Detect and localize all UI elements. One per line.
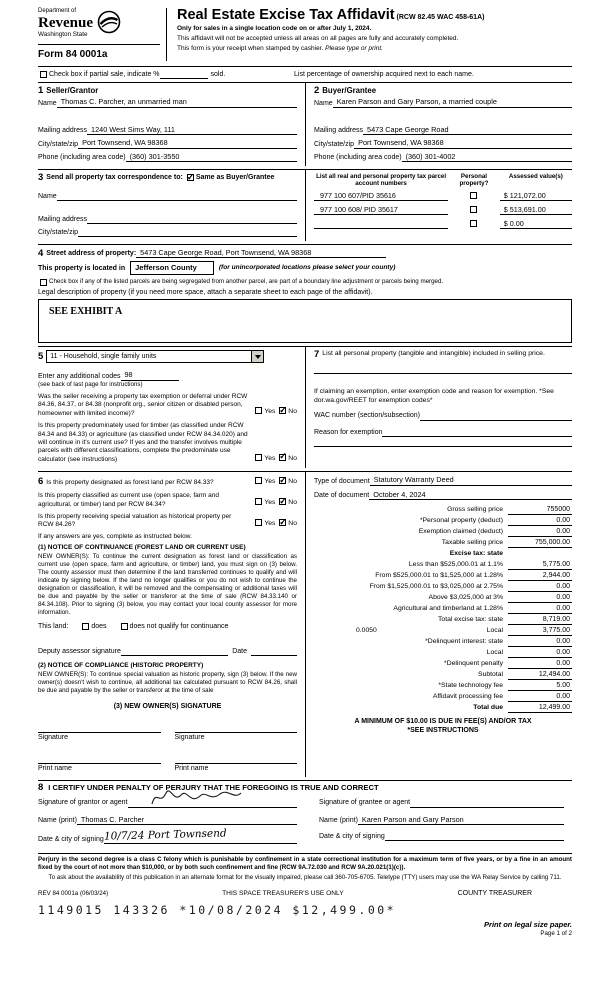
technology-fee-value[interactable]: 5.00 [508,681,572,691]
dor-logo-icon [97,10,121,37]
alternate-format-note: To ask about the availability of this publication in an alternate format for the visually impaired, please call 360-705-6705. Teletype (TTY) users may use the WA Relay Service by calling 711. [48,873,562,881]
tier1-value[interactable]: 5,775.00 [508,560,572,570]
exemption-no-checkbox[interactable] [279,407,286,414]
tax-computation-block [305,472,572,777]
land-classification-block [38,472,305,777]
assessed-value[interactable]: $ 121,072.00 [500,191,572,201]
grantor-certification [38,795,305,847]
wac-number-field[interactable] [420,413,572,421]
forest-no-checkbox[interactable] [279,477,286,484]
form-header [38,8,572,63]
new-owner-signature-field-1[interactable] [38,725,161,733]
legal-size-note: Print on legal size paper. [484,920,572,930]
current-use-yes-checkbox[interactable] [255,498,262,505]
grantor-date-label: Date & city of signing [38,835,104,843]
technology-fee-row: *State technology fee 5.00 [438,682,570,690]
wac-number-label: WAC number (section/subsection) [314,412,420,420]
county-note: (for unincorporated locations please select your county) [218,263,396,271]
seller-title: Seller/Grantor [46,86,99,96]
certification-section [38,781,572,847]
correspondence-city-field[interactable] [78,229,297,237]
timber-no-checkbox[interactable] [279,454,286,461]
agricultural-value[interactable]: 0.00 [508,604,572,614]
additional-codes-label: Enter any additional codes [38,372,121,380]
personal-property-checkbox[interactable] [470,220,477,227]
grantor-name-value[interactable]: Thomas C. Parcher [77,815,297,825]
correspondence-label: Send all property tax correspondence to: [46,174,183,182]
assessed-value[interactable]: $ 513,691.00 [500,205,572,215]
buyer-phone-value[interactable]: (360) 301-4002 [402,152,572,162]
grantor-date-field[interactable] [103,827,297,844]
forest-land-question: 6 Is this property designated as forest land per RCW 84.33? Yes ✓ No [38,477,297,488]
section-5-number: 5 [38,351,44,363]
current-use-no-checkbox[interactable] [279,498,286,505]
signature-label-2: Signature [174,734,205,742]
property-location-section [38,245,572,343]
section-3-number: 3 [38,172,44,184]
partial-sale-percent-field[interactable] [160,71,208,79]
grantor-signature-label: Signature of grantor or agent [38,799,128,807]
legal-description-box[interactable] [38,299,572,343]
see-instructions-note: *SEE INSTRUCTIONS [407,727,479,735]
doc-type-label: Type of document [314,477,370,485]
buyer-grantee-block [305,83,572,166]
treasurer-stamp: 1149015 143326 *10/08/2024 $12,499.00* [38,903,397,918]
certify-statement: I CERTIFY UNDER PENALTY OF PERJURY THAT THE FOREGOING IS TRUE AND CORRECT [48,783,379,793]
assessed-value-column-header: Assessed value(s) [508,173,563,181]
chevron-down-icon[interactable] [251,351,263,362]
signature-label-1: Signature [38,734,68,742]
total-due-row: Total due 12,499.00 [473,704,570,712]
parcel-table [305,170,572,241]
personal-property-checkbox[interactable] [470,192,477,199]
rev-number: REV 84 0001a (06/03/24) [38,889,109,897]
agency-block [38,8,166,61]
grantee-date-label: Date & city of signing [319,833,385,841]
additional-codes-note: (see back of last page for instructions) [38,380,143,388]
perjury-statement: Perjury in the second degree is a class C felony which is punishable by confinement in a state correctional institution for a maximum term of five years, or by a fine in an amount fixed by the court of not more than $10,000, or by both such confinement and fine (RCW 9A.72.030 and RCW 9A.20.021(1)(c)). [38,855,572,871]
doc-type-value[interactable]: Statutory Warranty Deed [370,475,572,485]
land-use-code-block [38,347,305,468]
seller-city-value[interactable]: Port Townsend, WA 98368 [78,138,297,148]
grantee-name-value[interactable]: Karen Parson and Gary Parson [358,815,564,825]
agency-state: Washington State [38,30,88,38]
land-classification-and-tax [38,472,572,777]
seller-city-label: City/state/zip [38,140,79,148]
local-rate-value[interactable]: 0.0050 [356,627,377,635]
exemption-yes-checkbox[interactable] [255,407,262,414]
header-note-3: This form is your receipt when stamped by cashier. Please type or print. [177,44,383,52]
new-owner-signature-field-2[interactable] [175,725,298,733]
seller-mailing-label: Mailing address [38,127,88,135]
delinquent-interest-local-row: Local 0.00 [486,649,570,657]
same-as-buyer-checkbox[interactable] [187,174,194,181]
doc-date-label: Date of document [314,492,370,500]
parcel-number-value[interactable]: 977 100 607/PID 35616 [314,191,448,201]
local-tax-value[interactable]: 3,775.00 [508,626,572,636]
gross-selling-price-row: Gross selling price 755000 [447,506,570,514]
grantee-certification [305,795,572,847]
historic-yes-checkbox[interactable] [255,519,262,526]
subtotal-value[interactable]: 12,494.00 [508,670,572,680]
legal-description-label: Legal description of property (if you need more space, attach a separate sheet to each page of the affidavit). [38,289,373,297]
page-indicator: Page 1 of 2 [540,930,572,938]
tier2-row: From $525,000.01 to $1,525,000 at 1.28% 2,944.00 [375,572,570,580]
partial-sale-row [38,70,572,79]
gross-selling-price-value[interactable]: 755000 [508,505,572,515]
does-not-qualify-checkbox[interactable] [121,623,128,630]
correspondence-mailing-field[interactable] [87,216,297,224]
parcel-number-value[interactable] [314,228,448,229]
reason-exemption-field-2[interactable] [314,437,572,447]
minimum-due-note: A MINIMUM OF $10.00 IS DUE IN FEE(S) AND/OR TAX [354,718,532,726]
grantee-signature-label: Signature of grantee or agent [319,799,411,807]
parcel-number-value[interactable]: 977 100 608/ PID 35617 [314,205,448,215]
exemption-claimed-row: Exemption claimed (deduct) 0.00 [418,528,570,536]
does-not-label: does not qualify for continuance [129,623,229,631]
exemption-claimed-value[interactable]: 0.00 [508,527,572,537]
correspondence-section [38,170,572,241]
segregated-checkbox[interactable] [40,279,47,286]
same-as-buyer-label: Same as Buyer/Grantee [195,174,275,182]
excise-tax-state-header: Excise tax: state [449,550,503,558]
section-8-number: 8 [38,782,44,794]
correspondence-mailing-label: Mailing address [38,215,88,223]
section-6-number: 6 [38,476,44,488]
partial-sale-suffix: sold. [210,70,226,78]
historic-property-question: Is this property receiving special valuation as historical property per RCW 84.26? Yes ✓ No [38,513,297,530]
seller-grantor-block [38,83,305,166]
grantor-signature-field[interactable] [128,800,297,808]
grantor-name-label: Name (print) [38,816,77,824]
header-note-1: Only for sales in a single location code on or after July 1, 2024. [177,24,372,32]
total-excise-state-value[interactable]: 8,719.00 [508,615,572,625]
deputy-date-label: Date [232,648,247,656]
personal-property-deduct-row: *Personal property (deduct) 0.00 [419,517,570,525]
seller-mailing-value[interactable]: 1240 West Sims Way, 111 [87,125,297,135]
use-code-and-personal-property [38,347,572,468]
taxable-selling-price-row: Taxable selling price 755,000.00 [441,539,570,547]
buyer-name-value[interactable]: Karen Parson and Gary Parson, a married couple [333,97,572,107]
tier3-row: From $1,525,000.01 to $3,025,000 at 2.75% 0.00 [369,583,570,591]
tier4-value[interactable]: 0.00 [508,593,572,603]
form-title-rcw: (RCW 82.45 WAC 458-61A) [396,14,485,21]
section-2-number: 2 [314,85,320,97]
parcel-row [314,215,572,229]
subtotal-row: Subtotal 12,494.00 [478,671,570,679]
timber-yes-checkbox[interactable] [255,454,262,461]
doc-date-value[interactable]: October 4, 2024 [369,490,572,500]
historic-no-checkbox[interactable] [279,519,286,526]
seller-phone-label: Phone (including area code) [38,154,126,162]
grantee-signature-field[interactable] [410,800,564,808]
county-treasurer-label: COUNTY TREASURER [457,889,532,897]
delinquent-interest-state-value[interactable]: 0.00 [508,637,572,647]
notice-continuance-title: (1) NOTICE OF CONTINUANCE (FOREST LAND OR CURRENT USE) [38,544,246,552]
new-owners-signature-title: (3) NEW OWNER(S) SIGNATURE [113,703,222,711]
grantee-name-label: Name (print) [319,816,358,824]
grantor-date-handwriting: 10/7/24 Port Townsend [103,827,227,843]
street-address-value[interactable]: 5473 Cape George Road, Port Townsend, WA 98368 [136,248,386,258]
agency-name: Revenue [38,14,93,31]
print-name-label-2: Print name [174,765,209,773]
seller-name-value[interactable]: Thomas C. Parcher, an unmarried man [57,97,297,107]
personal-property-deduct-value[interactable]: 0.00 [508,516,572,526]
section-4-number: 4 [38,247,44,259]
land-use-code-select[interactable] [46,350,264,363]
notice-compliance-body: NEW OWNER(S): To continue special valuation as historic property, sign (3) below. If the new owner(s) doesn't wish to continue, all additional tax calculated pursuant to RCW 84.26, shall be due and payable by the seller or transferor at the time of sale [38,670,297,695]
if-yes-note: If any answers are yes, complete as instructed below. [38,532,192,540]
grantee-date-field[interactable] [385,833,564,841]
located-in-label: This property is located in [38,264,126,272]
exemption-claim-text: If claiming an exemption, enter exemption code and reason for exemption. *See dor.wa.gov/REET for exemption codes* [314,387,554,404]
delinquent-penalty-row: *Delinquent penalty 0.00 [444,660,570,668]
reason-exemption-field[interactable] [382,429,572,437]
buyer-city-value[interactable]: Port Townsend, WA 98368 [354,138,572,148]
timber-use-question: Is this property predominately used for timber (as classified under RCW 84.34 and 84.33) or agriculture (as classified under RCW 84.34.020) and will continue in it's current use? If yes and the transfer involves multiple parcels with different classifications, complete the predominate use calculator (see instructions) Yes ✓ No [38,422,297,464]
additional-codes-value[interactable]: 98 [121,370,179,380]
agricultural-row: Agricultural and timberland at 1.28% 0.00 [393,605,570,613]
buyer-city-label: City/state/zip [314,140,355,148]
form-number: Form 84 0001a [38,44,160,61]
county-select[interactable]: Jefferson County [130,261,214,275]
processing-fee-row: Affidavit processing fee 0.00 [432,693,570,701]
tier1-row: Less than $525,000.01 at 1.1% 5,775.00 [408,561,570,569]
tier2-value[interactable]: 2,944.00 [508,571,572,581]
legal-description-value: SEE EXHIBIT A [49,306,123,318]
partial-sale-checkbox[interactable] [40,71,47,78]
total-excise-state-row: Total excise tax: state 8,719.00 [438,616,570,624]
personal-property-text: List all personal property (tangible and intangible) included in selling price. [322,350,545,358]
personal-property-column-header: Personal property? [459,173,489,188]
this-land-label: This land: [38,623,69,631]
street-address-label: Street address of property: [46,250,137,258]
notice-continuance-body: NEW OWNER(S): To continue the current designation as forest land or classification as current use (open space, farm and agriculture, or timber) land, you must sign on (3) below. The county assessor must then determine if the land transferred continues to qualify and will indicate by signing below. If the land no longer qualifies or you do not wish to continue the designation or classification, it will be removed and the compensating or additional taxes will be due and payable by the seller or transferor at the time of sale (RCW 84.33.140 or 84.34.108). Prior to signing (3) below, you may contact your local county assessor for more information. [38,552,297,617]
current-use-question: Is this property classified as current use (open space, farm and agricultural, or timber) land per RCW 84.34? Yes ✓ No [38,492,297,509]
notice-compliance-title: (2) NOTICE OF COMPLIANCE (HISTORIC PROPERTY) [38,662,204,670]
print-name-label-1: Print name [38,765,72,773]
section-1-number: 1 [38,85,44,97]
buyer-title: Buyer/Grantee [322,86,377,96]
delinquent-interest-state-row: *Delinquent interest: state 0.00 [425,638,570,646]
does-label: does [91,623,107,631]
type-or-print-note: Please type or print. [325,44,383,52]
parcel-row [314,201,572,215]
personal-property-block [305,347,572,468]
buyer-name-label: Name [314,99,333,107]
delinquent-penalty-value[interactable]: 0.00 [508,659,572,669]
taxable-selling-price-value[interactable]: 755,000.00 [508,538,572,548]
seller-exemption-question: Was the seller receiving a property tax exemption or deferral under RCW 84.36, 84.37, or 84.38 (nonprofit org., senior citizen or disabled person, homeowner with limited income)? Yes ✓ No [38,393,297,418]
assessed-value[interactable]: $ 0.00 [500,219,572,229]
correspondence-name-field[interactable] [57,193,297,201]
forest-yes-checkbox[interactable] [255,477,262,484]
personal-property-checkbox[interactable] [470,206,477,213]
personal-property-list-field[interactable] [314,360,572,374]
correspondence-name-label: Name [38,192,57,200]
tax-correspondence-block [38,170,305,241]
parcel-column-header: List all real and personal property tax parcel account numbers [316,173,447,188]
seller-name-label: Name [38,99,57,107]
new-owner-print-field-2[interactable] [175,756,298,764]
partial-sale-label: Check box if partial sale, indicate % [49,70,160,78]
buyer-mailing-value[interactable]: 5473 Cape George Road [363,125,572,135]
ownership-percent-note: List percentage of ownership acquired next to each name. [294,70,474,78]
buyer-phone-label: Phone (including area code) [314,154,402,162]
footer-row [38,889,572,899]
deputy-assessor-signature-field[interactable] [121,648,228,656]
local-tax-row: 0.0050 Local 3,775.00 [314,625,572,636]
reason-exemption-label: Reason for exemption [314,428,383,436]
does-qualify-checkbox[interactable] [82,623,89,630]
grantor-signature-scribble [148,785,244,812]
tier3-value[interactable]: 0.00 [508,582,572,592]
parties-section [38,83,572,166]
section-7-number: 7 [314,349,320,361]
land-use-code-selected: 11 - Household, single family units [50,353,157,361]
header-note-2: This affidavit will not be accepted unless all areas on all pages are fully and accurately completed. [177,34,459,42]
treasurer-space-label: THIS SPACE TREASURER'S USE ONLY [222,889,344,897]
delinquent-interest-local-value[interactable]: 0.00 [508,648,572,658]
tier4-row: Above $3,025,000 at 3% 0.00 [428,594,570,602]
deputy-date-field[interactable] [251,648,297,656]
processing-fee-value[interactable]: 0.00 [508,692,572,702]
correspondence-city-label: City/state/zip [38,228,79,236]
buyer-mailing-label: Mailing address [314,127,364,135]
segregated-label: Check box if any of the listed parcels are being segregated from another parcel, are part of a boundary line adjustment or parcels being merged. [49,278,444,286]
form-title: Real Estate Excise Tax Affidavit [177,7,395,23]
agency-dept-of: Department of [38,8,77,14]
new-owner-print-field-1[interactable] [38,756,161,764]
parcel-row [314,187,572,201]
deputy-assessor-label: Deputy assessor signature [38,648,121,656]
seller-phone-value[interactable]: (360) 301-3550 [126,152,297,162]
total-due-value[interactable]: 12,499.00 [508,703,572,713]
